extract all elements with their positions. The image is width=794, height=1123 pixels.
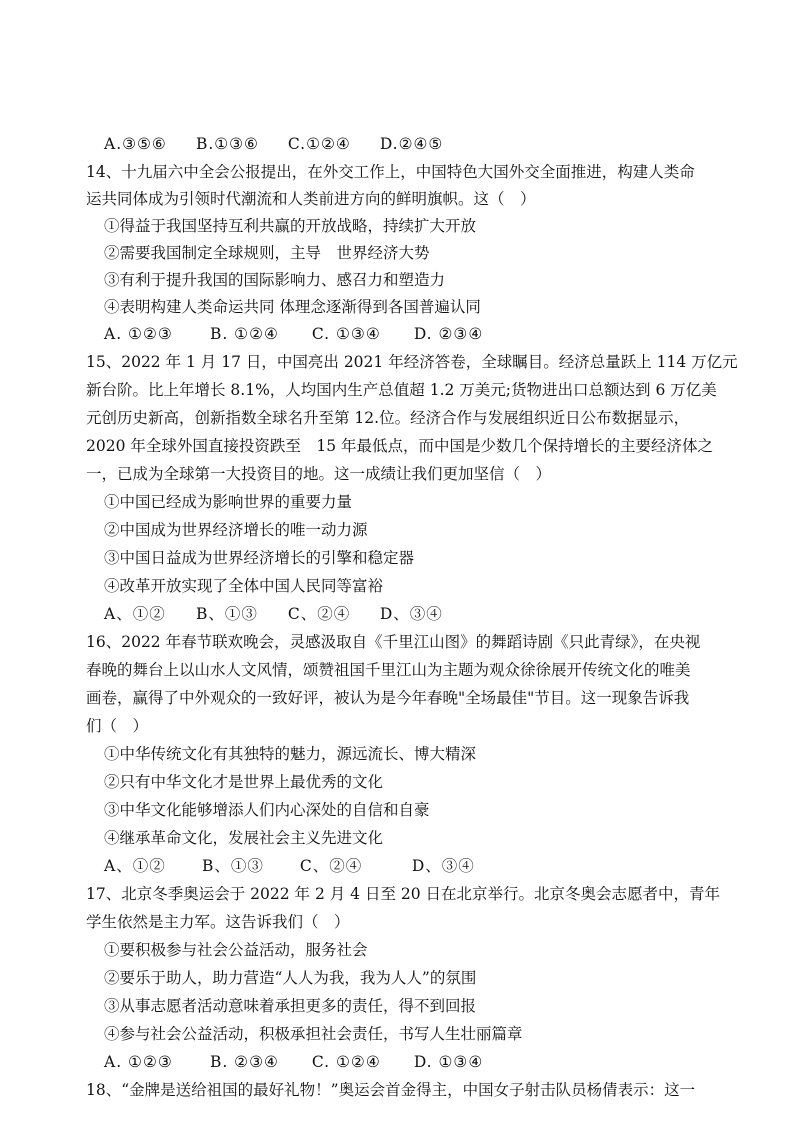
q15-stem-line-2: 新台阶。比上年增长 8.1%，人均国内生产总值超 1.2 万美元;货物进出口总额达到 6 万亿美 — [86, 381, 717, 399]
answer-b: B、①③ — [195, 605, 258, 623]
q14-option-2: ②需要我国制定全球规则，主导 世界经济大势 — [104, 244, 430, 262]
q15-stem-line-1: 15、2022 年 1 月 17 日，中国亮出 2021 年经济答卷，全球瞩目。经济总量跃上 114 万亿元 — [86, 353, 738, 371]
answer-d: D. ②③④ — [413, 325, 484, 343]
q17-option-4: ④参与社会公益活动，积极承担社会责任，书写人生壮丽篇章 — [104, 1025, 523, 1043]
answer-b: B. ①②④ — [209, 325, 279, 343]
q15-option-4: ④改革开放实现了全体中国人民同等富裕 — [104, 577, 384, 595]
q14-stem-line-2: 运共同体成为引领时代潮流和人类前进方向的鲜明旗帜。这（ ） — [86, 190, 536, 208]
q14-answers — [104, 324, 483, 344]
q14-option-4: ④表明构建人类命运共同 体理念逐渐得到各国普遍认同 — [104, 298, 481, 316]
answer-c: C.①②④ — [287, 135, 351, 153]
q16-stem-line-1: 16、2022 年春节联欢晚会，灵感汲取自《千里江山图》的舞蹈诗剧《只此青绿》，在央视 — [86, 633, 701, 651]
answer-c: C、②④ — [299, 857, 363, 875]
q15-stem-line-5: 一，已成为全球第一大投资目的地。这一成绩让我们更加坚信（ ） — [86, 465, 552, 483]
q17-stem-line-1: 17、北京冬季奥运会于 2022 年 2 月 4 日至 20 日在北京举行。北京冬奥会志愿者中，青年 — [86, 885, 721, 903]
q16-option-1: ①中华传统文化有其独特的魅力，源远流长、博大精深 — [104, 745, 477, 763]
answer-a: A、①② — [104, 857, 166, 875]
answer-a: A.③⑤⑥ — [104, 135, 167, 153]
q15-stem-line-3: 元创历史新高，创新指数全球名升至第 12.位。经济合作与发展组织近日公布数据显示， — [86, 409, 690, 427]
q14-stem-line-1: 14、十九届六中全会公报提出，在外交工作上，中国特色大国外交全面推进，构建人类命 — [86, 163, 695, 181]
answer-d: D、③④ — [379, 605, 443, 623]
answer-c: C. ①③④ — [311, 325, 381, 343]
q16-stem-line-4: 们（ ） — [86, 717, 149, 735]
q16-stem-line-2: 春晚的舞台上以山水人文风情，颂赞祖国千里江山为主题为观众徐徐展开传统文化的唯美 — [86, 661, 691, 679]
answer-c: C、②④ — [287, 605, 351, 623]
q17-answers — [104, 1052, 483, 1072]
answer-c: C. ①②④ — [311, 1053, 381, 1071]
q16-option-4: ④继承革命文化，发展社会主义先进文化 — [104, 829, 384, 847]
q15-answers — [104, 604, 443, 624]
q16-option-3: ③中华文化能够增添人们内心深处的自信和自豪 — [104, 801, 430, 819]
q16-stem-line-3: 画卷，赢得了中外观众的一致好评，被认为是今年春晚"全场最佳"节目。这一现象告诉我 — [86, 689, 690, 707]
q18-stem-line-1: 18、“金牌是送给祖国的最好礼物！”奥运会首金得主，中国女子射击队员杨倩表示：这一 — [86, 1081, 696, 1099]
q15-option-1: ①中国已经成为影响世界的重要力量 — [104, 493, 353, 511]
q14-option-3: ③有利于提升我国的国际影响力、感召力和塑造力 — [104, 271, 446, 289]
answer-b: B、①③ — [201, 857, 264, 875]
q17-option-1: ①要积极参与社会公益活动，服务社会 — [104, 941, 368, 959]
answer-a: A. ①②③ — [104, 1053, 173, 1071]
answer-d: D. ①③④ — [413, 1053, 484, 1071]
q16-answers — [104, 856, 475, 876]
prev-question-answers — [104, 134, 443, 154]
q15-option-3: ③中国日益成为世界经济增长的引擎和稳定器 — [104, 549, 415, 567]
answer-d: D、③④ — [411, 857, 475, 875]
answer-b: B. ②③④ — [209, 1053, 279, 1071]
q15-option-2: ②中国成为世界经济增长的唯一动力源 — [104, 521, 368, 539]
q17-option-3: ③从事志愿者活动意味着承担更多的责任，得不到回报 — [104, 997, 477, 1015]
q14-option-1: ①得益于我国坚持互利共赢的开放战略，持续扩大开放 — [104, 217, 477, 235]
q17-option-2: ②要乐于助人，助力营造“人人为我，我为人人”的氛围 — [104, 969, 477, 987]
q17-stem-line-2: 学生依然是主力军。这告诉我们（ ） — [86, 913, 350, 931]
answer-a: A、①② — [104, 605, 166, 623]
answer-a: A. ①②③ — [104, 325, 173, 343]
answer-d: D.②④⑤ — [379, 135, 444, 153]
answer-b: B.①③⑥ — [195, 135, 259, 153]
q15-stem-line-4: 2020 年全球外国直接投资跌至 15 年最低点，而中国是少数几个保持增长的主要经济体之 — [86, 437, 714, 455]
q16-option-2: ②只有中华文化才是世界上最优秀的文化 — [104, 773, 384, 791]
